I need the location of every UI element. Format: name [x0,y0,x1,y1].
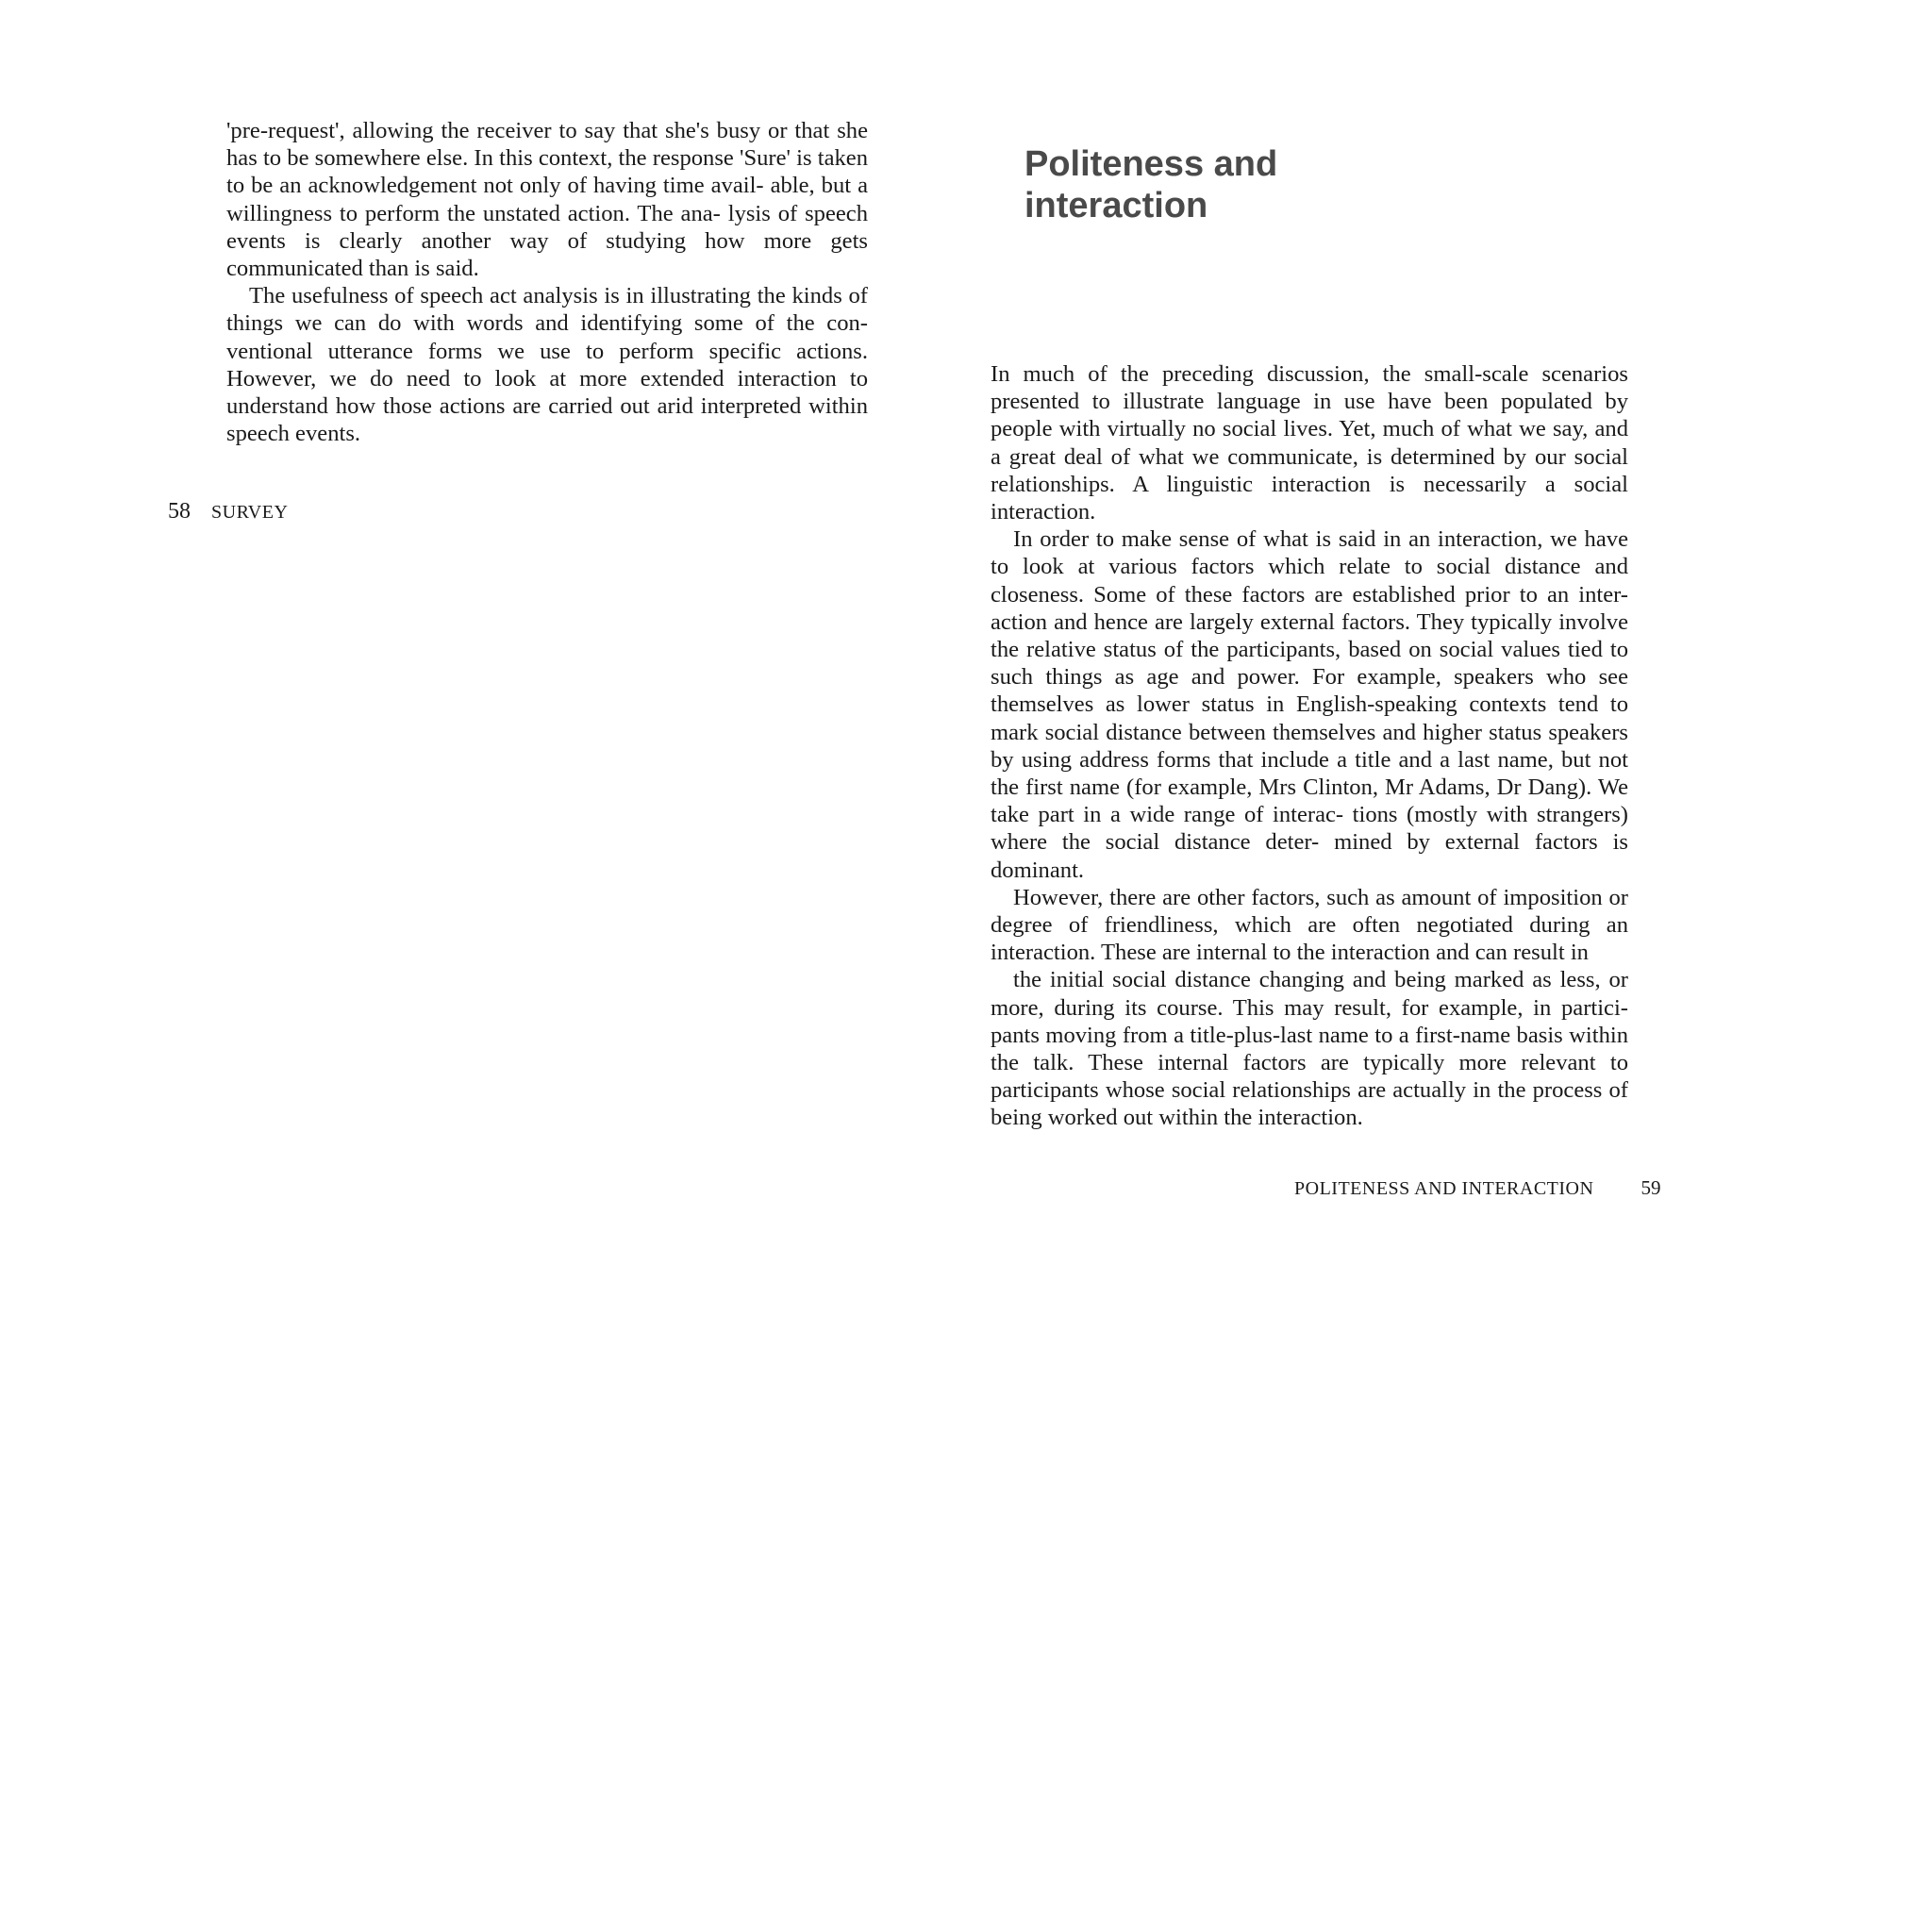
left-paragraph-1: 'pre-request', allowing the receiver to say that she's busy or that she has to be somewhere else. In this context, the response 'Sure' is taken to be an acknowledgement not only of having time avail- able, but a willingness to perform the unstated action. The ana- lysis of speech events is clearly another way of studying how more gets communicated than is said. [226,118,868,282]
left-running-head: SURVEY [211,502,289,523]
chapter-title-line-1: Politeness and [1024,144,1278,184]
right-paragraph-1: In much of the preceding discussion, the small-scale scenarios presented to illustrate language in use have been populated by people with virtually no social lives. Yet, much of what we say, and a great deal of what we communicate, is determined by our social relationships. A linguistic interaction is necessarily a social interaction. [991,361,1628,525]
chapter-title [1024,143,1421,226]
right-paragraph-3: However, there are other factors, such as amount of imposition or degree of friendliness, which are often negotiated during an interaction. These are internal to the interaction and can result in [991,884,1628,966]
right-paragraph-4: the initial social distance changing and being marked as less, or more, during its course. This may result, for example, in partici- pants moving from a title-plus-last name to a first-name basis within the talk. These internal factors are typically more relevant to participants whose social relationships are actually in the process of being worked out within the interaction. [991,967,1628,1131]
right-running-head: POLITENESS AND INTERACTION [1294,1178,1594,1199]
right-paragraph-2: In order to make sense of what is said in an interaction, we have to look at various factors which relate to social distance and closeness. Some of these factors are established prior to an inter- action and hence are largely external factors. They typically involve the relative status of the participants, based on social values tied to such things as age and power. For example, speakers who see themselves as lower status in English-speaking contexts tend to mark social distance between themselves and higher status speakers by using address forms that include a title and a last name, but not the first name (for example, Mrs Clinton, Mr Adams, Dr Dang). We take part in a wide range of interac- tions (mostly with strangers) where the social distance deter- mined by external factors is dominant. [991,526,1628,883]
right-page-footer [1294,1174,1660,1202]
chapter-title-line-2: interaction [1024,186,1208,225]
left-page-number: 58 [168,499,191,524]
left-page-footer [168,498,288,525]
left-page-body [226,117,868,447]
left-paragraph-2: The usefulness of speech act analysis is in illustrating the kinds of things we can do with words and identifying some of the con- ventional utterance forms we use to perform specific actions. However, we do need to look at more extended interaction to understand how those actions are carried out arid interpreted within speech events. [226,283,868,447]
right-page-number: 59 [1641,1176,1661,1199]
right-page-body [991,360,1628,1132]
